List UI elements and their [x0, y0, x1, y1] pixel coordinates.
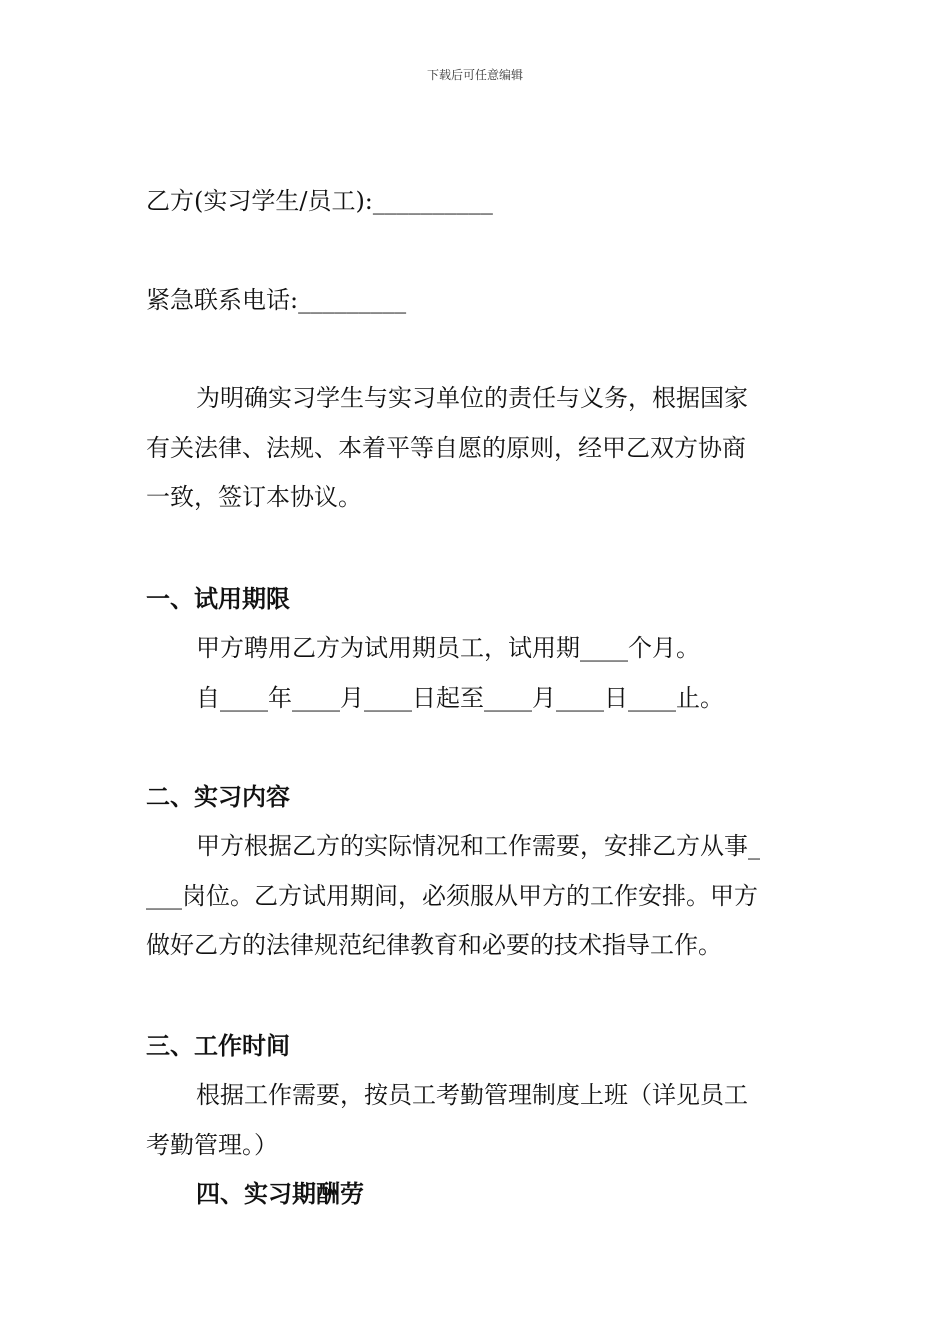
section-1-line-1: 甲方聘用乙方为试用期员工，试用期____个月。 [196, 634, 700, 662]
section-1-line-2: 自____年____月____日起至____月____日____止。 [196, 684, 724, 712]
intro-line-3: 一致，签订本协议。 [146, 483, 362, 511]
page-header-note: 下载后可任意编辑 [426, 68, 523, 82]
section-2-line-1: 甲方根据乙方的实际情况和工作需要，安排乙方从事_ [196, 832, 760, 860]
party-b-field: 乙方(实习学生/员工):__________ [146, 187, 493, 215]
section-3-line-1: 根据工作需要，按员工考勤管理制度上班（详见员工 [196, 1081, 748, 1109]
section-1-title: 一、试用期限 [146, 585, 290, 613]
intro-line-1: 为明确实习学生与实习单位的责任与义务，根据国家 [196, 384, 748, 412]
section-3-line-2: 考勤管理。） [146, 1131, 278, 1159]
intro-line-2: 有关法律、法规、本着平等自愿的原则，经甲乙双方协商 [146, 434, 746, 462]
section-2-line-2: ___岗位。乙方试用期间，必须服从甲方的工作安排。甲方 [146, 882, 758, 910]
section-2-line-3: 做好乙方的法律规范纪律教育和必要的技术指导工作。 [146, 931, 722, 959]
section-2-title: 二、实习内容 [146, 783, 290, 811]
section-4-title: 四、实习期酬劳 [196, 1180, 364, 1208]
section-3-title: 三、工作时间 [146, 1032, 290, 1060]
emergency-phone-field: 紧急联系电话:_________ [146, 286, 407, 314]
